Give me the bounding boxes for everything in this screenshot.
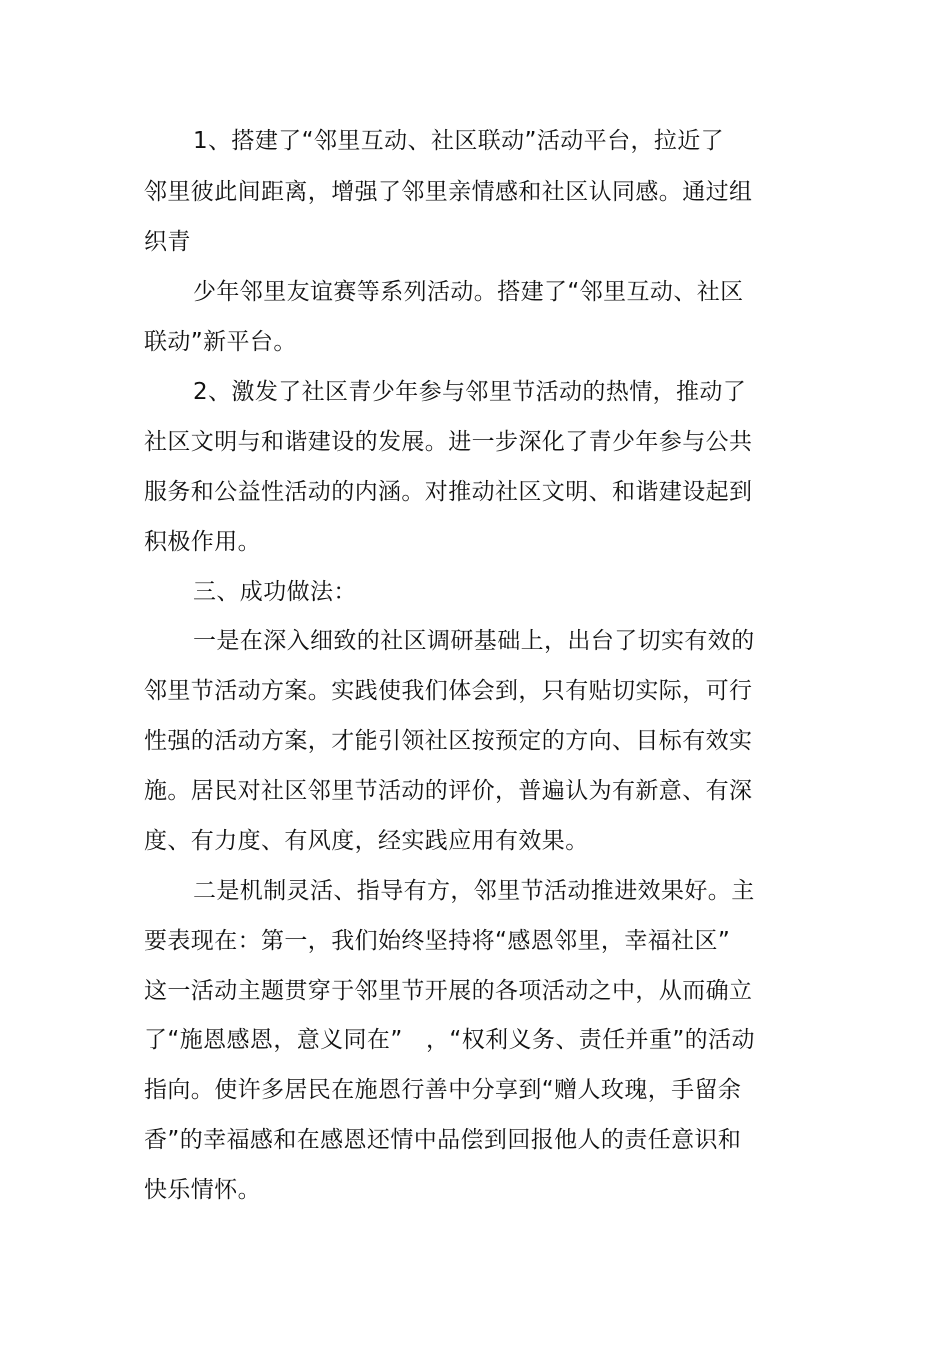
paragraph-4-line-5: 度、有力度、有风度，经实践应用有效果。 [144,828,589,854]
paragraph-3-line-3: 服务和公益性活动的内涵。对推动社区文明、和谐建设起到 [144,479,753,505]
paragraph-3-line-2: 社区文明与和谐建设的发展。进一步深化了青少年参与公共 [144,429,753,455]
paragraph-5-line-1: 二是机制灵活、指导有方，邻里节活动推进效果好。主 [193,878,755,904]
paragraph-4-line-1: 一是在深入细致的社区调研基础上，出台了切实有效的 [193,628,755,654]
paragraph-1-line-2: 邻里彼此间距离，增强了邻里亲情感和社区认同感。通过组 [144,179,753,205]
paragraph-5-line-7: 快乐情怀。 [144,1177,261,1203]
paragraph-4-line-4: 施。居民对社区邻里节活动的评价，普遍认为有新意、有深 [144,778,753,804]
paragraph-4-line-2: 邻里节活动方案。实践使我们体会到，只有贴切实际，可行 [144,678,753,704]
paragraph-5-line-5: 指向。使许多居民在施恩行善中分享到“赠人玫瑰，手留余 [144,1077,742,1103]
paragraph-3-line-4: 积极作用。 [144,529,261,555]
paragraph-4-line-3: 性强的活动方案，才能引领社区按预定的方向、目标有效实 [144,728,753,754]
paragraph-2-line-1: 少年邻里友谊赛等系列活动。搭建了“邻里互动、社区 [193,279,744,305]
paragraph-5-line-6: 香”的幸福感和在感恩还情中品偿到回报他人的责任意识和 [144,1127,742,1153]
paragraph-1-line-1: 1、搭建了“邻里互动、社区联动”活动平台，拉近了 [193,128,725,154]
section-heading: 三、成功做法： [193,579,357,605]
paragraph-5-line-4: 了“施恩感恩，意义同在” ，“权利义务、责任并重”的活动 [144,1027,755,1053]
paragraph-3-line-1: 2、激发了社区青少年参与邻里节活动的热情，推动了 [193,379,747,405]
paragraph-1-line-3: 织青 [144,229,191,255]
paragraph-5-line-2: 要表现在：第一，我们始终坚持将“感恩邻里，幸福社区” [144,928,731,954]
paragraph-2-line-2: 联动”新平台。 [144,329,297,355]
paragraph-5-line-3: 这一活动主题贯穿于邻里节开展的各项活动之中，从而确立 [144,978,753,1004]
